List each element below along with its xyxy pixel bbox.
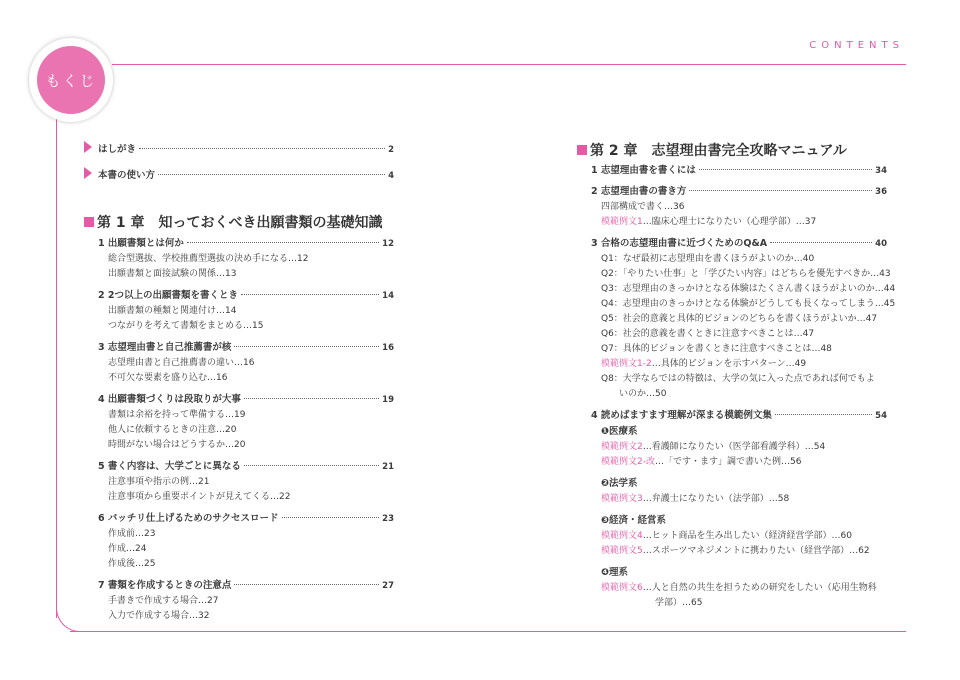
toc-qa-item: Q4：志望理由のきっかけとなる体験がどうしても長くなってしまう…45: [601, 299, 896, 309]
toc-section-5[interactable]: 5 書く内容は、大学ごとに異なる 21: [98, 461, 394, 472]
toc-sub-item: 書類は余裕を持って準備する…19: [108, 410, 246, 420]
toc-sub-item: 総合型選抜、学校推薦型選抜の決め手になる…12: [108, 254, 309, 264]
toc-sub-item: 作成前…23: [108, 529, 156, 539]
toc-sub-item: 出願書類と面接試験の関係…13: [108, 269, 237, 279]
toc-group-economics: ❸経済・経営系: [601, 515, 667, 526]
frame-bottom-line: [70, 631, 906, 632]
pink-square-icon: [577, 145, 587, 155]
toc-qa-item: Q7：具体的ビジョンを書くときに注意すべきことは…48: [601, 344, 832, 354]
toc-entry-how-to-use[interactable]: 本書の使い方 4: [98, 170, 394, 181]
toc-group-science: ❹理系: [601, 567, 629, 578]
toc-sub-item: 他人に依頼するときの注意…20: [108, 425, 237, 435]
toc-example-item[interactable]: 模範例文2-改…「です・ます」調で書いた例…56: [601, 457, 802, 467]
toc-section-2-1[interactable]: 1 志望理由書を書くには 34: [591, 165, 887, 176]
mokuji-badge: もくじ: [37, 46, 105, 114]
frame-corner: [56, 604, 84, 632]
toc-example-item[interactable]: 模範例文6…人と自然の共生を担うための研究をしたい（応用生物科: [601, 583, 877, 593]
toc-qa-item: Q1：なぜ最初に志望理由を書くほうがよいのか…40: [601, 254, 815, 264]
toc-sub-item: つながりを考えて書類をまとめる…15: [108, 321, 264, 331]
toc-sub-item: 不可欠な要素を盛り込む…16: [108, 373, 228, 383]
toc-qa-item: Q6：社会的意義を書くときに注意すべきことは…47: [601, 329, 815, 339]
toc-example-item-cont: 学部）…65: [655, 598, 703, 608]
toc-qa-item: Q3：志望理由のきっかけとなる体験はたくさん書くほうがよいのか…44: [601, 284, 896, 294]
toc-sub-item: 志望理由書と自己推薦書の違い…16: [108, 358, 255, 368]
toc-sub-item: 作成後…25: [108, 559, 156, 569]
toc-section-2-2[interactable]: 2 志望理由書の書き方 36: [591, 186, 887, 197]
pink-square-icon: [84, 217, 94, 227]
toc-example-item[interactable]: 模範例文1-2…具体的ビジョンを示すパターン…49: [601, 359, 807, 369]
toc-qa-item: Q8：大学ならではの特徴は、大学の気に入った点であれば何でもよ: [601, 374, 875, 384]
toc-section-4[interactable]: 4 出願書類づくりは段取りが大事 19: [98, 394, 394, 405]
frame-left-line: [56, 118, 57, 618]
toc-example-item[interactable]: 模範例文5…スポーツマネジメントに携わりたい（経営学部）…62: [601, 546, 870, 556]
toc-sub-item: 入力で作成する場合…32: [108, 611, 210, 621]
toc-example-item[interactable]: 模範例文3…弁護士になりたい（法学部）…58: [601, 494, 790, 504]
toc-sub-item: 作成…24: [108, 544, 147, 554]
toc-section-6[interactable]: 6 バッチリ仕上げるためのサクセスロード 23: [98, 513, 394, 524]
toc-section-2-3[interactable]: 3 合格の志望理由書に近づくためのQ&A 40: [591, 238, 887, 249]
chapter-2-heading: 第 2 章 志望理由書完全攻略マニュアル: [577, 140, 847, 160]
toc-sub-item: 四部構成で書く…36: [601, 202, 685, 212]
toc-qa-item-cont: いのか…50: [619, 389, 667, 399]
frame-top-line: [112, 64, 906, 65]
toc-section-7[interactable]: 7 書類を作成するときの注意点 27: [98, 580, 394, 591]
toc-section-1[interactable]: 1 出願書類とは何か 12: [98, 238, 394, 249]
toc-qa-item: Q5：社会的意義と具体的ビジョンのどちらを書くほうがよいか…47: [601, 314, 878, 324]
chapter-1-heading: 第 1 章 知っておくべき出願書類の基礎知識: [84, 212, 383, 232]
toc-sub-item: 時間がない場合はどうするか…20: [108, 440, 246, 450]
toc-sub-item: 注意事項や指示の例…21: [108, 477, 210, 487]
contents-label: CONTENTS: [809, 40, 904, 51]
toc-section-2[interactable]: 2 2つ以上の出願書類を書くとき 14: [98, 290, 394, 301]
toc-entry-hashigaki[interactable]: はしがき 2: [98, 144, 394, 155]
toc-example-item[interactable]: 模範例文2…看護師になりたい（医学部看護学科）…54: [601, 442, 826, 452]
toc-sub-item: 出願書類の種類と関連付け…14: [108, 306, 237, 316]
toc-qa-item: Q2：「やりたい仕事」と「学びたい内容」はどちらを優先すべきか…43: [601, 269, 891, 279]
toc-sub-item: 注意事項から重要ポイントが見えてくる…22: [108, 492, 291, 502]
toc-example-item[interactable]: 模範例文1…臨床心理士になりたい（心理学部）…37: [601, 217, 817, 227]
toc-group-medical: ❶医療系: [601, 426, 638, 437]
toc-section-2-4[interactable]: 4 読めばますます理解が深まる模範例文集 54: [591, 410, 887, 421]
toc-section-3[interactable]: 3 志望理由書と自己推薦書が核 16: [98, 342, 394, 353]
toc-group-law: ❷法学系: [601, 478, 638, 489]
toc-example-item[interactable]: 模範例文4…ヒット商品を生み出したい（経済経営学部）…60: [601, 531, 852, 541]
toc-sub-item: 手書きで作成する場合…27: [108, 596, 219, 606]
